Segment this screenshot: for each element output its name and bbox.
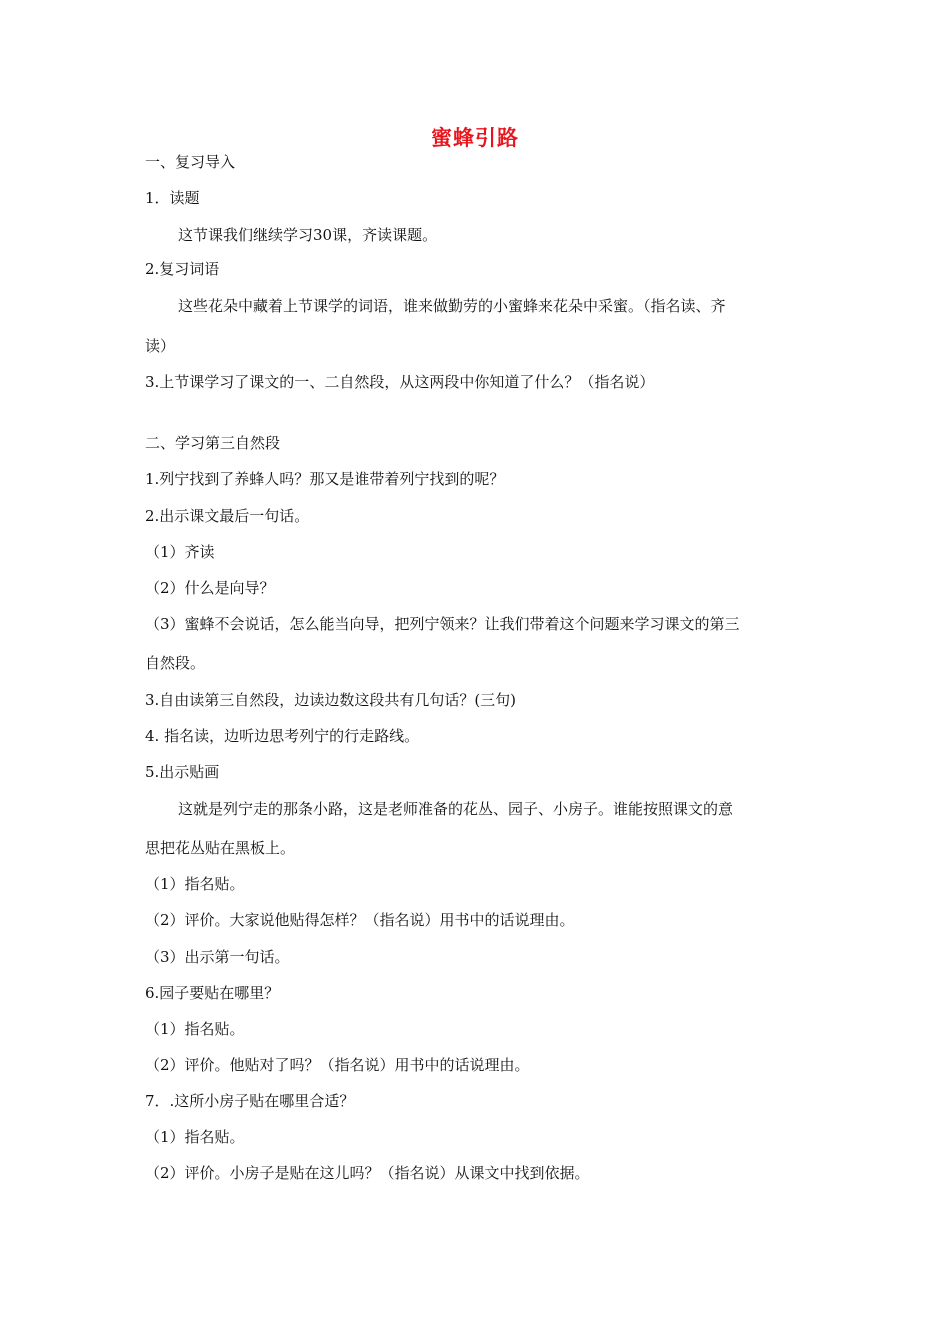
- paragraph: （1）指名贴。: [145, 1020, 245, 1038]
- paragraph: （3）出示第一句话。: [145, 948, 290, 966]
- paragraph: 2.出示课文最后一句话。: [145, 507, 310, 525]
- paragraph: （3）蜜蜂不会说话，怎么能当向导，把列宁领来？让我们带着这个问题来学习课文的第三: [145, 615, 740, 633]
- page-title: 蜜蜂引路: [431, 126, 519, 150]
- paragraph: 这节课我们继续学习30课，齐读课题。: [178, 226, 438, 244]
- paragraph: 3.上节课学习了课文的一、二自然段，从这两段中你知道了什么？（指名说）: [145, 373, 655, 391]
- paragraph: 2.复习词语: [145, 260, 220, 278]
- paragraph: 自然段。: [145, 654, 206, 672]
- paragraph: 读）: [145, 337, 176, 355]
- paragraph: （1）齐读: [145, 543, 215, 561]
- section-heading-review: 一、复习导入: [145, 153, 236, 171]
- paragraph: 这些花朵中藏着上节课学的词语，谁来做勤劳的小蜜蜂来花朵中采蜜。（指名读、齐: [178, 297, 726, 315]
- paragraph: 1．读题: [145, 189, 200, 207]
- paragraph: 5.出示贴画: [145, 763, 220, 781]
- paragraph: 这就是列宁走的那条小路，这是老师准备的花丛、园子、小房子。谁能按照课文的意: [178, 800, 734, 818]
- paragraph: （2）评价。小房子是贴在这儿吗？（指名说）从课文中找到依据。: [145, 1164, 590, 1182]
- paragraph: （1）指名贴。: [145, 1128, 245, 1146]
- paragraph: （2）评价。大家说他贴得怎样？（指名说）用书中的话说理由。: [145, 911, 575, 929]
- paragraph: 1.列宁找到了养蜂人吗？那又是谁带着列宁找到的呢？: [145, 470, 505, 488]
- paragraph: 6.园子要贴在哪里？: [145, 984, 280, 1002]
- paragraph: 3.自由读第三自然段，边读边数这段共有几句话？(三句): [145, 691, 517, 709]
- paragraph: （2）什么是向导？: [145, 579, 275, 597]
- paragraph: （1）指名贴。: [145, 875, 245, 893]
- paragraph: （2）评价。他贴对了吗？（指名说）用书中的话说理由。: [145, 1056, 530, 1074]
- paragraph: 4. 指名读，边听边思考列宁的行走路线。: [145, 727, 420, 745]
- paragraph: 思把花丛贴在黑板上。: [145, 839, 296, 857]
- section-heading-paragraph-three: 二、学习第三自然段: [145, 434, 281, 452]
- paragraph: 7．.这所小房子贴在哪里合适？: [145, 1092, 355, 1110]
